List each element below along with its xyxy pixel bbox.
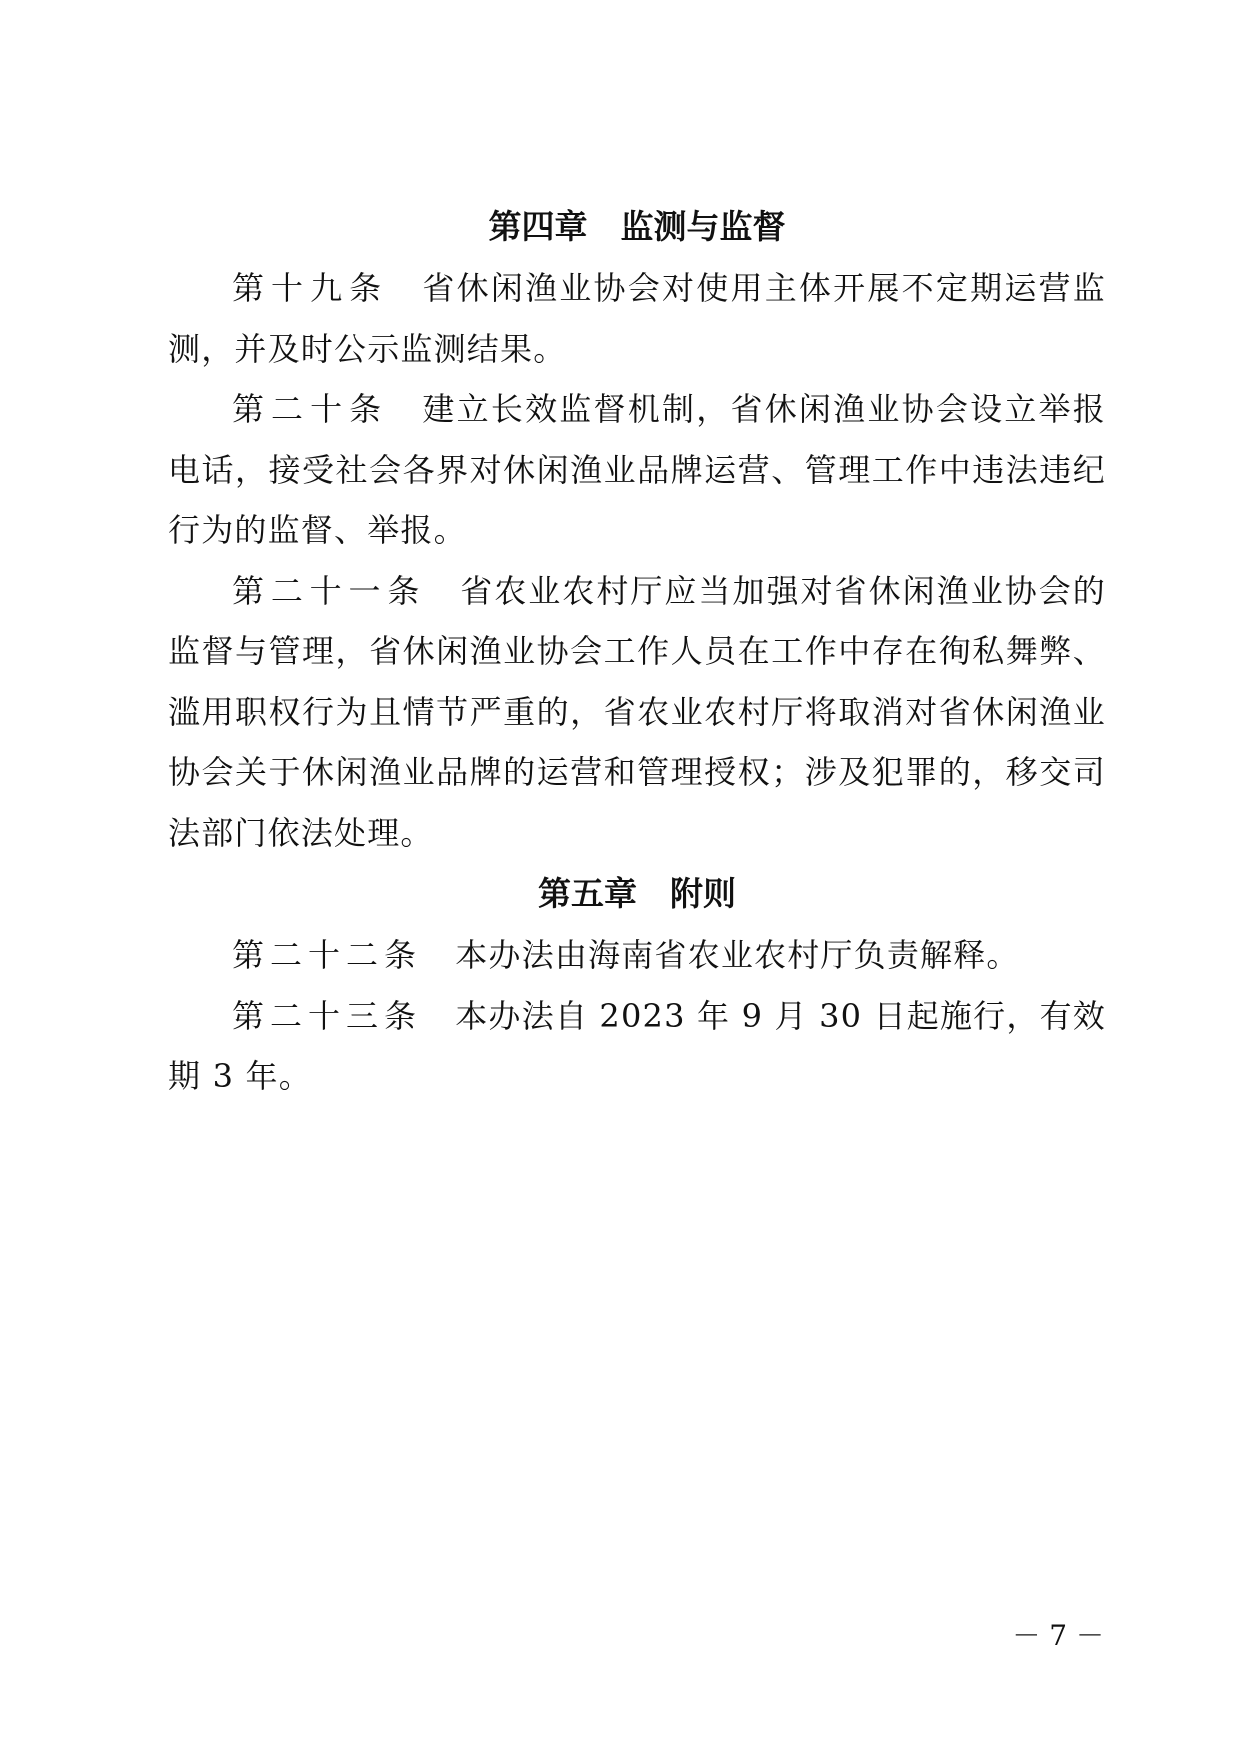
article-number: 第二十一条	[232, 571, 427, 610]
article-text: 省休闲渔业协会对使用主体开展不定期运营监测，并及时公示监测结果。	[168, 269, 1106, 368]
article-number: 第二十二条	[232, 936, 423, 974]
page-number: － 7 －	[1012, 1619, 1104, 1652]
article-23	[168, 986, 1106, 1107]
article-19	[168, 258, 1106, 379]
article-text: 建立长效监督机制，省休闲渔业协会设立举报电话，接受社会各界对休闲渔业品牌运营、管理工作中违法违纪行为的监督、举报。	[168, 390, 1106, 549]
article-number: 第二十三条	[232, 996, 423, 1035]
article-22	[168, 925, 1106, 986]
article-number: 第十九条	[232, 269, 389, 307]
article-text: 本办法由海南省农业农村厅负责解释。	[455, 936, 1020, 974]
chapter-4-heading: 第四章 监测与监督	[488, 207, 786, 246]
chapter-5-heading: 第五章 附则	[538, 874, 736, 913]
article-text: 本办法自 2023 年 9 月 30 日起施行，有效期 3 年。	[168, 996, 1106, 1095]
page-body	[168, 196, 1106, 1107]
article-20	[168, 379, 1106, 561]
article-21	[168, 561, 1106, 864]
article-text: 省农业农村厅应当加强对省休闲渔业协会的监督与管理，省休闲渔业协会工作人员在工作中存在徇私舞弊、滥用职权行为且情节严重的，省农业农村厅将取消对省休闲渔业协会关于休闲渔业品牌的运营和管理授权；涉及犯罪的，移交司法部门依法处理。	[168, 571, 1106, 852]
article-number: 第二十条	[232, 390, 389, 428]
